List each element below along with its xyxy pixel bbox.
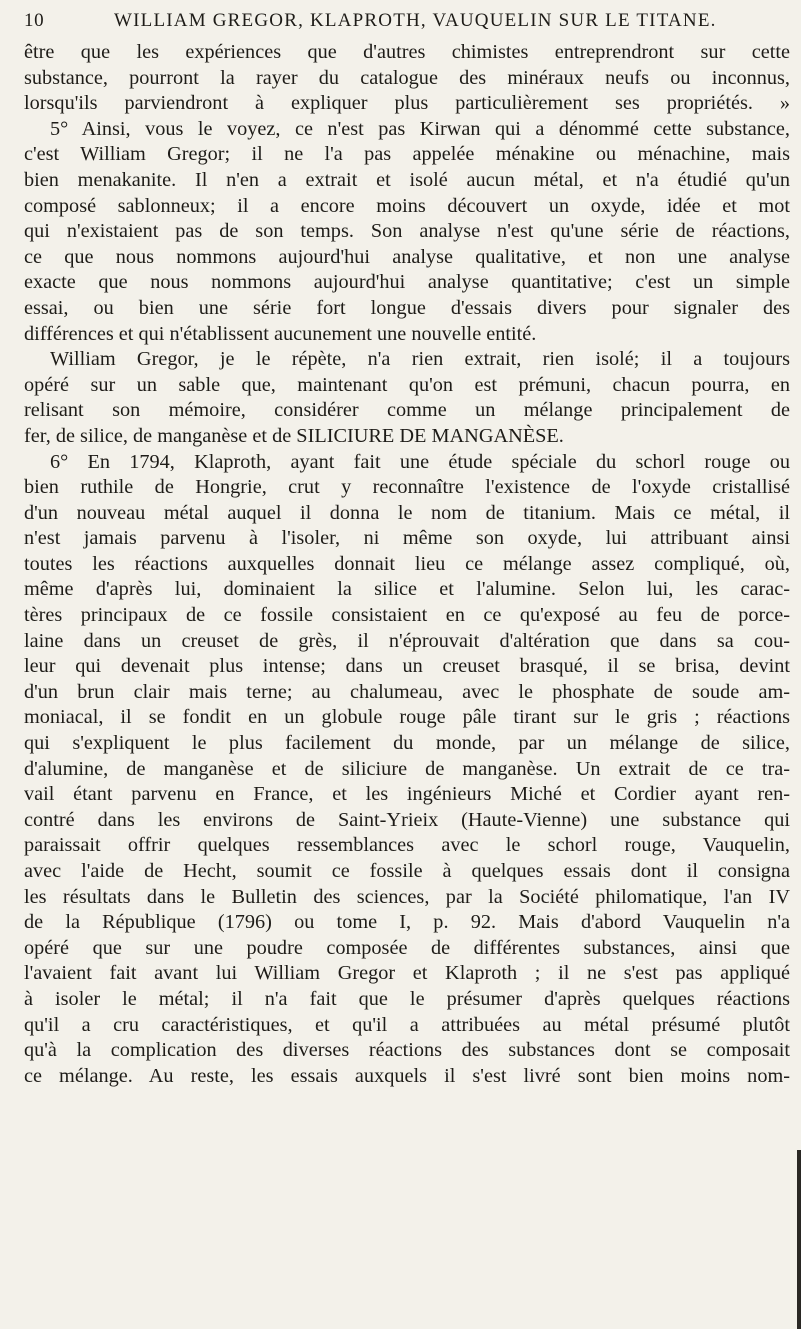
text-line: bien menakanite. Il n'en a extrait et isolé aucun métal, et n'a étudié qu'un	[24, 168, 790, 191]
text-line: 5° Ainsi, vous le voyez, ce n'est pas Kirwan qui a dénommé cette substance,	[50, 117, 790, 140]
text-line: 6° En 1794, Klaproth, ayant fait une étude spéciale du schorl rouge ou	[50, 450, 790, 473]
text-line: qu'à la complication des diverses réactions des substances dont se composait	[24, 1039, 790, 1062]
running-header	[24, 10, 784, 40]
text-line: qui n'existaient pas de son temps. Son analyse n'est qu'une série de réactions,	[24, 220, 790, 243]
text-line: moniacal, il se fondit en un globule rouge pâle tirant sur le gris ; réactions	[24, 706, 790, 729]
text-line: l'avaient fait avant lui William Gregor et Klaproth ; il ne s'est pas appliqué	[24, 962, 790, 985]
text-line: n'est jamais parvenu à l'isoler, ni même son oxyde, lui attribuant ainsi	[24, 527, 790, 550]
text-line: différences et qui n'établissent aucunement une nouvelle entité.	[24, 322, 537, 345]
text-line: à isoler le métal; il n'a fait que le présumer d'après quelques réactions	[24, 987, 790, 1010]
text-line: lorsqu'ils parviendront à expliquer plus particulièrement ses propriétés. »	[24, 92, 790, 115]
text-line: c'est William Gregor; il ne l'a pas appelée ménakine ou ménachine, mais	[24, 143, 790, 166]
text-line: William Gregor, je le répète, n'a rien extrait, rien isolé; il a toujours	[50, 348, 790, 371]
text-line: substance, pourront la rayer du catalogue des minéraux neufs ou inconnus,	[24, 66, 790, 89]
text-line: d'un nouveau métal auquel il donna le nom de titanium. Mais ce métal, il	[24, 501, 790, 524]
text-line: essai, ou bien une série fort longue d'essais divers pour signaler des	[24, 296, 790, 319]
text-line: avec l'aide de Hecht, soumit ce fossile à quelques essais dont il consigna	[24, 860, 790, 882]
page-edge-shadow	[797, 1150, 801, 1329]
text-line: ce mélange. Au reste, les essais auxquels il s'est livré sont bien moins nom-	[24, 1064, 790, 1087]
text-line: tères principaux de ce fossile consistaient en ce qu'exposé au feu de porce-	[24, 604, 790, 627]
text-line: qui s'expliquent le plus facilement du monde, par un mélange de silice,	[24, 732, 790, 755]
text-line: d'alumine, de manganèse et de siliciure de manganèse. Un extrait de ce tra-	[24, 757, 790, 780]
text-line: leur qui devenait plus intense; dans un creuset brasqué, il se brisa, devint	[24, 655, 790, 678]
text-line: les résultats dans le Bulletin des sciences, par la Société philomatique, l'an IV	[24, 885, 790, 908]
text-line: laine dans un creuset de grès, il n'éprouvait d'altération que dans sa cou-	[24, 629, 790, 652]
running-title: WILLIAM GREGOR, KLAPROTH, VAUQUELIN SUR LE TITANE.	[114, 10, 717, 31]
text-line: opéré sur un sable que, maintenant qu'on est prémuni, chacun pourra, en	[24, 373, 790, 396]
text-line: opéré que sur une poudre composée de différentes substances, ainsi que	[24, 936, 790, 959]
text-line: d'un brun clair mais terne; au chalumeau, avec le phosphate de soude am-	[24, 680, 790, 703]
text-line: exacte que nous nommons aujourd'hui analyse quantitative; c'est un simple	[24, 271, 790, 294]
text-line: bien ruthile de Hongrie, crut y reconnaître l'existence de l'oxyde cristallisé	[24, 476, 790, 499]
text-line: composé sablonneux; il a encore moins découvert un oxyde, idée et mot	[24, 194, 790, 217]
text-line: être que les expériences que d'autres chimistes entreprendront sur cette	[24, 41, 790, 63]
text-line: ce que nous nommons aujourd'hui analyse qualitative, et non une analyse	[24, 245, 790, 268]
page-number: 10	[24, 10, 45, 31]
text-line: contré dans les environs de Saint-Yrieix (Haute-Vienne) une substance qui	[24, 808, 790, 831]
text-line: toutes les réactions auxquelles donnait lieu ce mélange assez compliqué, où,	[24, 552, 790, 575]
text-line: fer, de silice, de manganèse et de SILICIURE DE MANGANÈSE.	[24, 424, 564, 447]
text-line: de la République (1796) ou tome I, p. 92. Mais d'abord Vauquelin n'a	[24, 911, 790, 934]
text-line: vail étant parvenu en France, et les ingénieurs Miché et Cordier ayant ren-	[24, 783, 790, 806]
text-line: paraissait offrir quelques ressemblances avec le schorl rouge, Vauquelin,	[24, 834, 790, 857]
text-line: relisant son mémoire, considérer comme un mélange principalement de	[24, 399, 790, 422]
body-text	[24, 40, 790, 1089]
text-line: même d'après lui, dominaient la silice et l'alumine. Selon lui, les carac-	[24, 578, 790, 601]
text-line: qu'il a cru caractéristiques, et qu'il a attribuées au métal présumé plutôt	[24, 1013, 790, 1036]
